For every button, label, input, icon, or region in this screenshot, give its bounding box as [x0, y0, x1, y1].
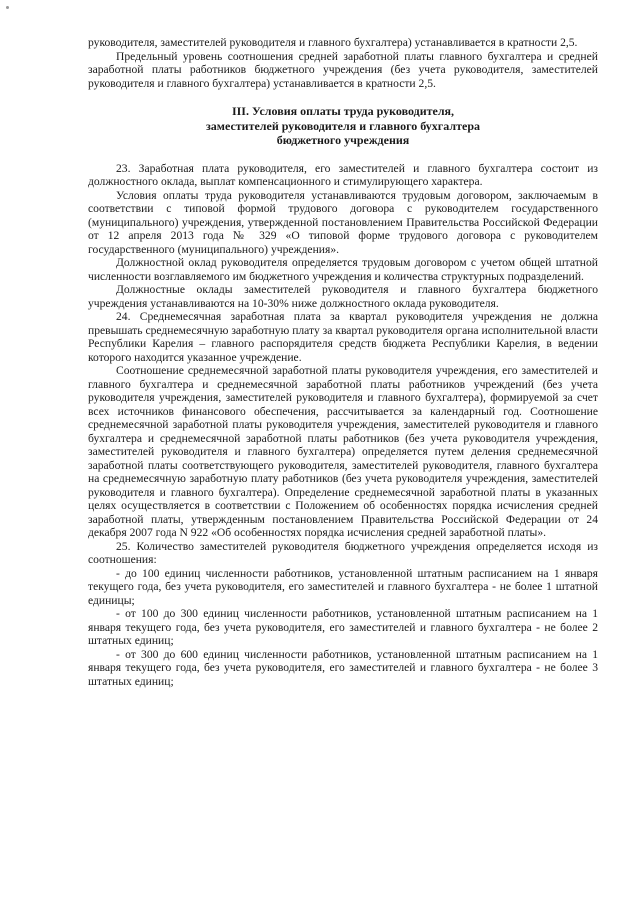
list-item-100-to-300: - от 100 до 300 единиц численности работников, установленной штатным расписанием на 1 января текущего года, без учета руководителя, его заместителей и главного бухгалтера - не более 2 штатных единиц; — [88, 607, 598, 647]
paragraph-25: 25. Количество заместителей руководителя бюджетного учреждения определяется исходя из соотношения: — [88, 539, 598, 566]
section-heading-line-3: бюджетного учреждения — [276, 133, 410, 147]
list-item-up-to-100: - до 100 единиц численности работников, установленной штатным расписанием на 1 января текущего года, без учета руководителя, его заместителей и главного бухгалтера - не более 1 штатной единицы; — [88, 566, 598, 607]
list-item-300-to-600: - от 300 до 600 единиц численности работников, установленной штатным расписанием на 1 января текущего года, без учета руководителя, его заместителей и главного бухгалтера - не более 3 штатных единиц; — [88, 647, 598, 688]
paragraph-deputy-salaries: Должностные оклады заместителей руководителя и главного бухгалтера бюджетного учреждения устанавливаются на 10-30% ниже должностного оклада руководителя. — [88, 283, 598, 310]
paragraph-official-salary: Должностной оклад руководителя определяется трудовым договором с учетом общей штатной численности возглавляемого им бюджетного учреждения и количества структурных подразделений. — [88, 256, 598, 283]
paragraph-23: 23. Заработная плата руководителя, его заместителей и главного бухгалтера состоит из должностного оклада, выплат компенсационного и стимулирующего характера. — [88, 161, 598, 188]
paragraph-24: 24. Среднемесячная заработная плата за квартал руководителя учреждения не должна превышать среднемесячную заработную плату за квартал руководителя органа исполнительной власти Республики Карелия – главного распорядителя средств бюджета Республики Карелия, в ведении которого находится указанное учреждение. — [88, 310, 598, 364]
section-heading-line-1: III. Условия оплаты труда руководителя, — [231, 104, 455, 118]
paragraph-salary-ratio: Соотношение среднемесячной заработной платы руководителя учреждения, его заместителей и главного бухгалтера и среднемесячной заработной платы работников учреждений (без учета руководителя учреждения, заместителей руководителя и главного бухгалтера), формируемой за счет всех источников финансового обеспечения, рассчитывается за календарный год. Соотношение среднемесячной заработной платы руководителя учреждения, заместителей руководителя и главного бухгалтера и среднемесячной заработной платы работников (без учета руководителя учреждения, заместителей руководителя и главного бухгалтера) определяется путем деления среднемесячной заработной платы соответствующего руководителя, заместителей руководителя, главного бухгалтера на среднемесячную заработную плату работников (без учета руководителя учреждения, заместителей руководителя и главного бухгалтера). Определение среднемесячной заработной платы в указанных целях осуществляется в соответствии с Положением об особенностях порядка исчисления средней заработной платы, утвержденным постановлением Правительства Российской Федерации от 24 декабря 2007 года N 922 «Об особенностях порядка исчисления средней заработной платы». — [88, 364, 598, 539]
paragraph-labor-conditions: Условия оплаты труда руководителя устанавливаются трудовым договором, заключаемым в соответствии с типовой формой трудового договора с руководителем государственного (муниципального) учреждения, утвержденной постановлением Правительства Российской Федерации от 12 апреля 2013 года № 329 «О типовой форме трудового договора с руководителем государственного (муниципального) учреждения». — [88, 188, 598, 256]
paragraph-chief-accountant-ratio: Предельный уровень соотношения средней заработной платы главного бухгалтера и средней заработной платы работников бюджетного учреждения (без учета руководителя, заместителей руководителя и главного бухгалтера) устанавливается в кратности 2,5. — [88, 49, 598, 90]
paragraph-continuation: руководителя, заместителей руководителя и главного бухгалтера) устанавливается в кратности 2,5. — [88, 36, 578, 49]
section-heading-line-2: заместителей руководителя и главного бухгалтера — [205, 118, 480, 133]
section-heading — [88, 104, 598, 148]
scan-speck — [6, 6, 9, 9]
